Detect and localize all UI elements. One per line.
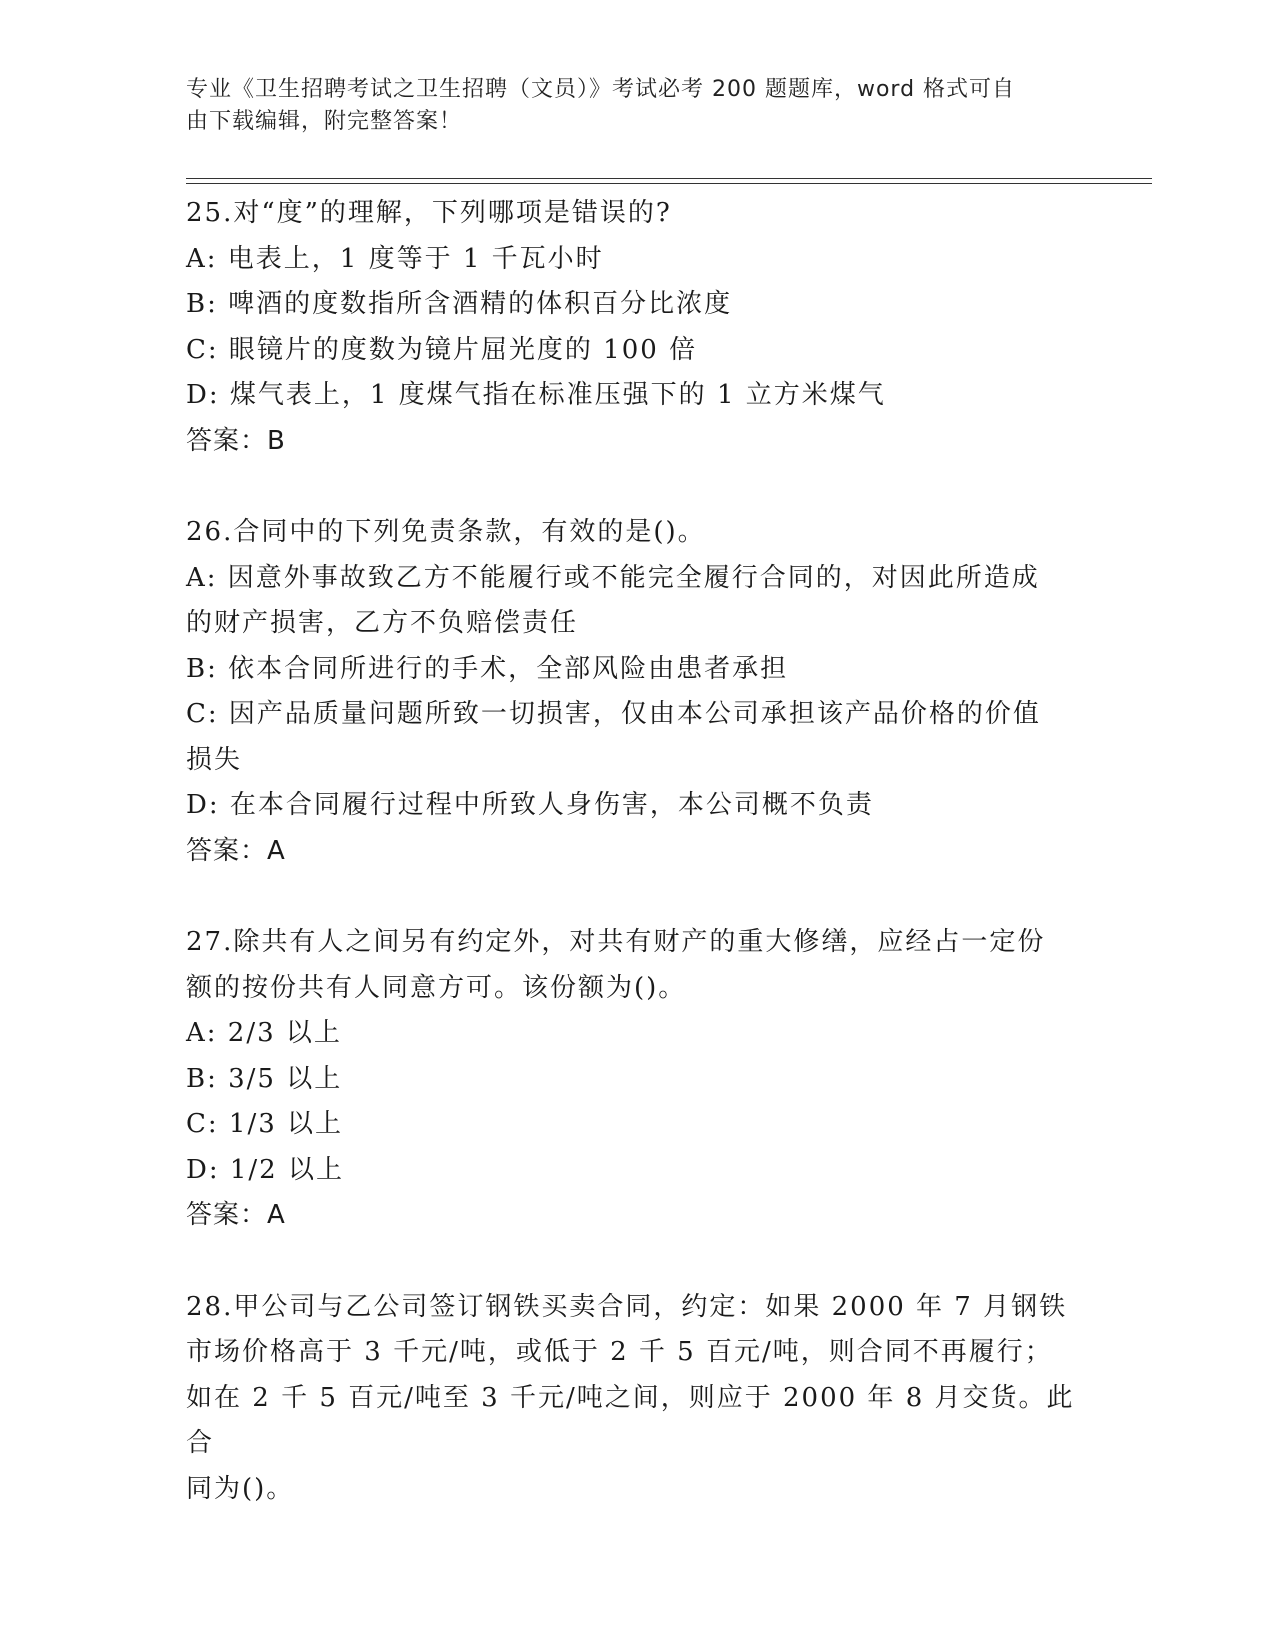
- answer-option-line: A: 因意外事故致乙方不能履行或不能完全履行合同的，对因此所造成: [186, 562, 1040, 593]
- answer-option-line: C: 因产品质量问题所致一切损害，仅由本公司承担该产品价格的价值: [186, 699, 1041, 729]
- question-stem-line: 额的按份共有人同意方可。该份额为()。: [186, 972, 687, 1003]
- header-divider-bottom: [186, 183, 1152, 184]
- answer-option-line: D: 1/2 以上: [186, 1154, 344, 1185]
- answer-option-line: A: 电表上，1 度等于 1 千瓦小时: [186, 243, 604, 274]
- question-block: [186, 510, 1086, 874]
- question-stem-line: 28.甲公司与乙公司签订钢铁买卖合同，约定：如果 2000 年 7 月钢铁: [186, 1291, 1068, 1322]
- question-spacer: [186, 874, 1086, 920]
- answer-option-line: C: 1/3 以上: [186, 1109, 344, 1139]
- answer-option-line: A: 2/3 以上: [186, 1018, 342, 1048]
- question-stem-line: 26.合同中的下列免责条款，有效的是()。: [186, 517, 706, 547]
- answer-key: 答案：A: [186, 835, 286, 866]
- question-stem-line: 市场价格高于 3 千元/吨，或低于 2 千 5 百元/吨，则合同不再履行；: [186, 1337, 1053, 1367]
- answer-option-line: B: 3/5 以上: [186, 1063, 343, 1094]
- answer-key: 答案：A: [186, 1200, 286, 1230]
- question-block: [186, 191, 1086, 464]
- question-block: [186, 1285, 1086, 1513]
- question-stem-line: 同为()。: [186, 1473, 295, 1504]
- document-header: [186, 74, 1066, 138]
- question-stem-line: 如在 2 千 5 百元/吨至 3 千元/吨之间，则应于 2000 年 8 月交货。此合: [186, 1382, 1075, 1458]
- question-spacer: [186, 1239, 1086, 1285]
- answer-option-line: D: 在本合同履行过程中所致人身伤害，本公司概不负责: [186, 790, 874, 820]
- question-spacer: [186, 464, 1086, 510]
- question-list: [186, 191, 1086, 1512]
- answer-option-line: C: 眼镜片的度数为镜片屈光度的 100 倍: [186, 334, 698, 365]
- question-block: [186, 920, 1086, 1239]
- question-stem-line: 25.对“度”的理解，下列哪项是错误的?: [186, 198, 672, 228]
- answer-option-line: D: 煤气表上，1 度煤气指在标准压强下的 1 立方米煤气: [186, 380, 886, 410]
- question-stem-line: 27.除共有人之间另有约定外，对共有财产的重大修缮，应经占一定份: [186, 927, 1046, 957]
- header-divider-top: [186, 178, 1152, 179]
- answer-option-line: 损失: [186, 744, 243, 775]
- answer-option-line: B: 依本合同所进行的手术，全部风险由患者承担: [186, 653, 789, 684]
- answer-key: 答案：B: [186, 425, 286, 456]
- header-line-2: 由下载编辑，附完整答案！: [186, 109, 463, 134]
- header-line-1: 专业《卫生招聘考试之卫生招聘（文员）》考试必考 200 题题库，word 格式可自: [186, 77, 1016, 102]
- answer-option-line: 的财产损害，乙方不负赔偿责任: [186, 608, 579, 638]
- answer-option-line: B: 啤酒的度数指所含酒精的体积百分比浓度: [186, 289, 733, 319]
